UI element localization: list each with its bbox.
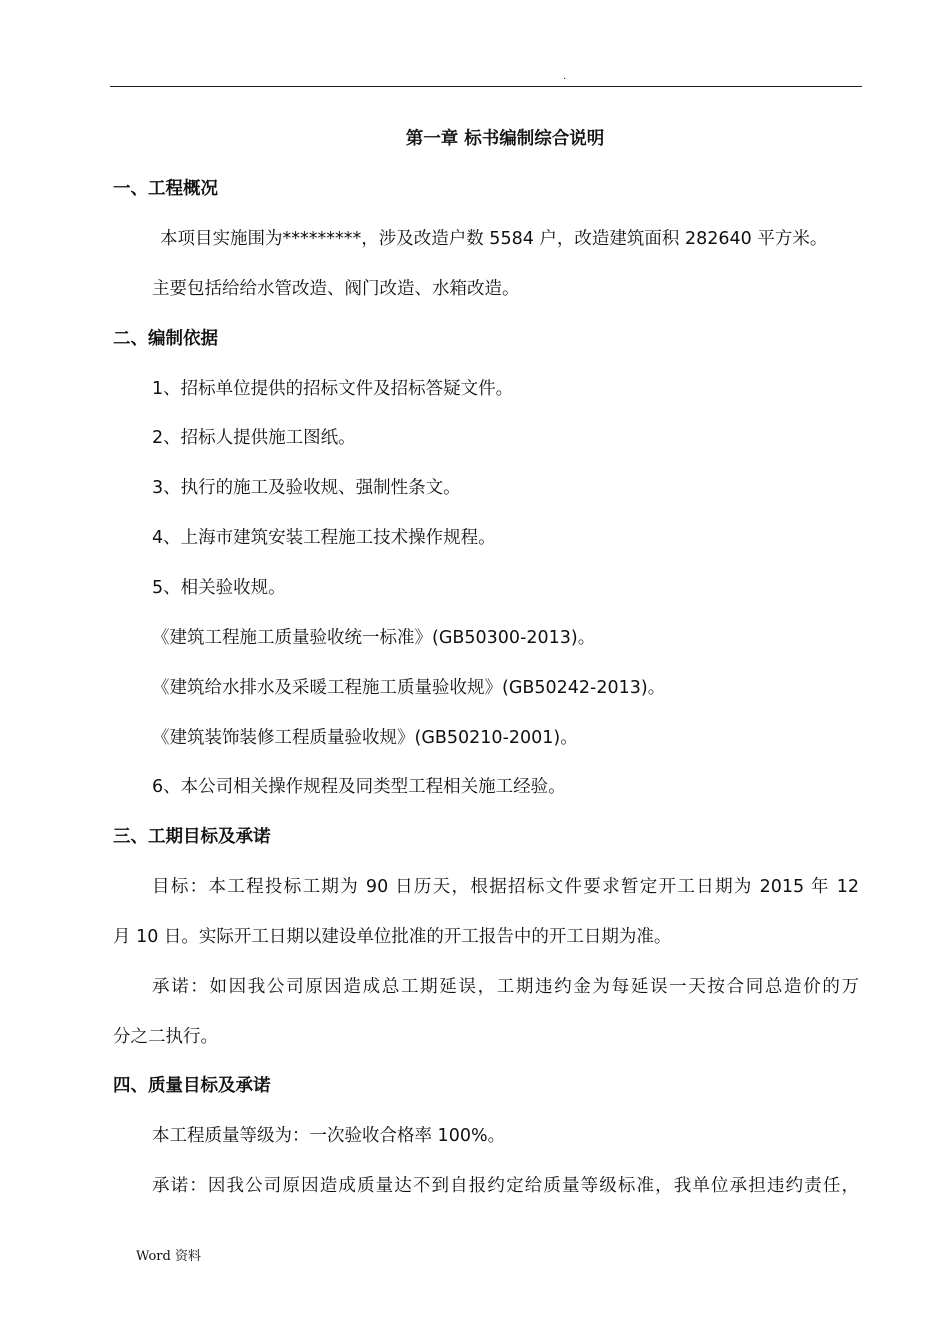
standard-item-3: 《建筑装饰装修工程质量验收规》(GB50210-2001)。 — [152, 728, 578, 748]
basis-item-1: 1、招标单位提供的招标文件及招标答疑文件。 — [152, 379, 514, 399]
basis-item-4: 4、上海市建筑安装工程施工技术操作规程。 — [152, 528, 496, 548]
quality-paragraph-1: 本工程质量等级为：一次验收合格率 100%。 — [152, 1126, 506, 1146]
schedule-goal-line-2: 月 10 日。实际开工日期以建设单位批准的开工报告中的开工日期为准。 — [113, 927, 672, 947]
header-rule — [110, 86, 862, 87]
quality-promise-line-1: 承诺：因我公司原因造成质量达不到自报约定给质量等级标准，我单位承担违约责任， — [152, 1176, 859, 1196]
chapter-title: 第一章 标书编制综合说明 — [405, 129, 605, 149]
basis-item-6: 6、本公司相关操作规程及同类型工程相关施工经验。 — [152, 777, 566, 797]
header-mark: . — [563, 71, 567, 82]
schedule-promise-line-1: 承诺：如因我公司原因造成总工期延误，工期违约金为每延误一天按合同总造价的万 — [152, 977, 859, 997]
footer-label: Word 资料 — [136, 1249, 201, 1264]
overview-paragraph-1: 本项目实施围为*********，涉及改造户数 5584 户，改造建筑面积 282640 平方米。 — [160, 229, 828, 249]
schedule-goal-line-1: 目标：本工程投标工期为 90 日历天，根据招标文件要求暂定开工日期为 2015 年 12 — [152, 877, 859, 897]
standard-item-1: 《建筑工程施工质量验收统一标准》(GB50300-2013)。 — [152, 628, 596, 648]
basis-item-2: 2、招标人提供施工图纸。 — [152, 428, 356, 448]
standard-item-2: 《建筑给水排水及采暖工程施工质量验收规》(GB50242-2013)。 — [152, 678, 666, 698]
basis-item-3: 3、执行的施工及验收规、强制性条文。 — [152, 478, 461, 498]
schedule-promise-line-2: 分之二执行。 — [113, 1027, 218, 1047]
overview-paragraph-2: 主要包括给给水管改造、阀门改造、水箱改造。 — [152, 279, 520, 299]
section-heading-overview: 一、工程概况 — [113, 179, 218, 199]
section-heading-quality: 四、质量目标及承诺 — [113, 1076, 271, 1096]
section-heading-basis: 二、编制依据 — [113, 329, 218, 349]
basis-item-5: 5、相关验收规。 — [152, 578, 286, 598]
section-heading-schedule: 三、工期目标及承诺 — [113, 827, 271, 847]
